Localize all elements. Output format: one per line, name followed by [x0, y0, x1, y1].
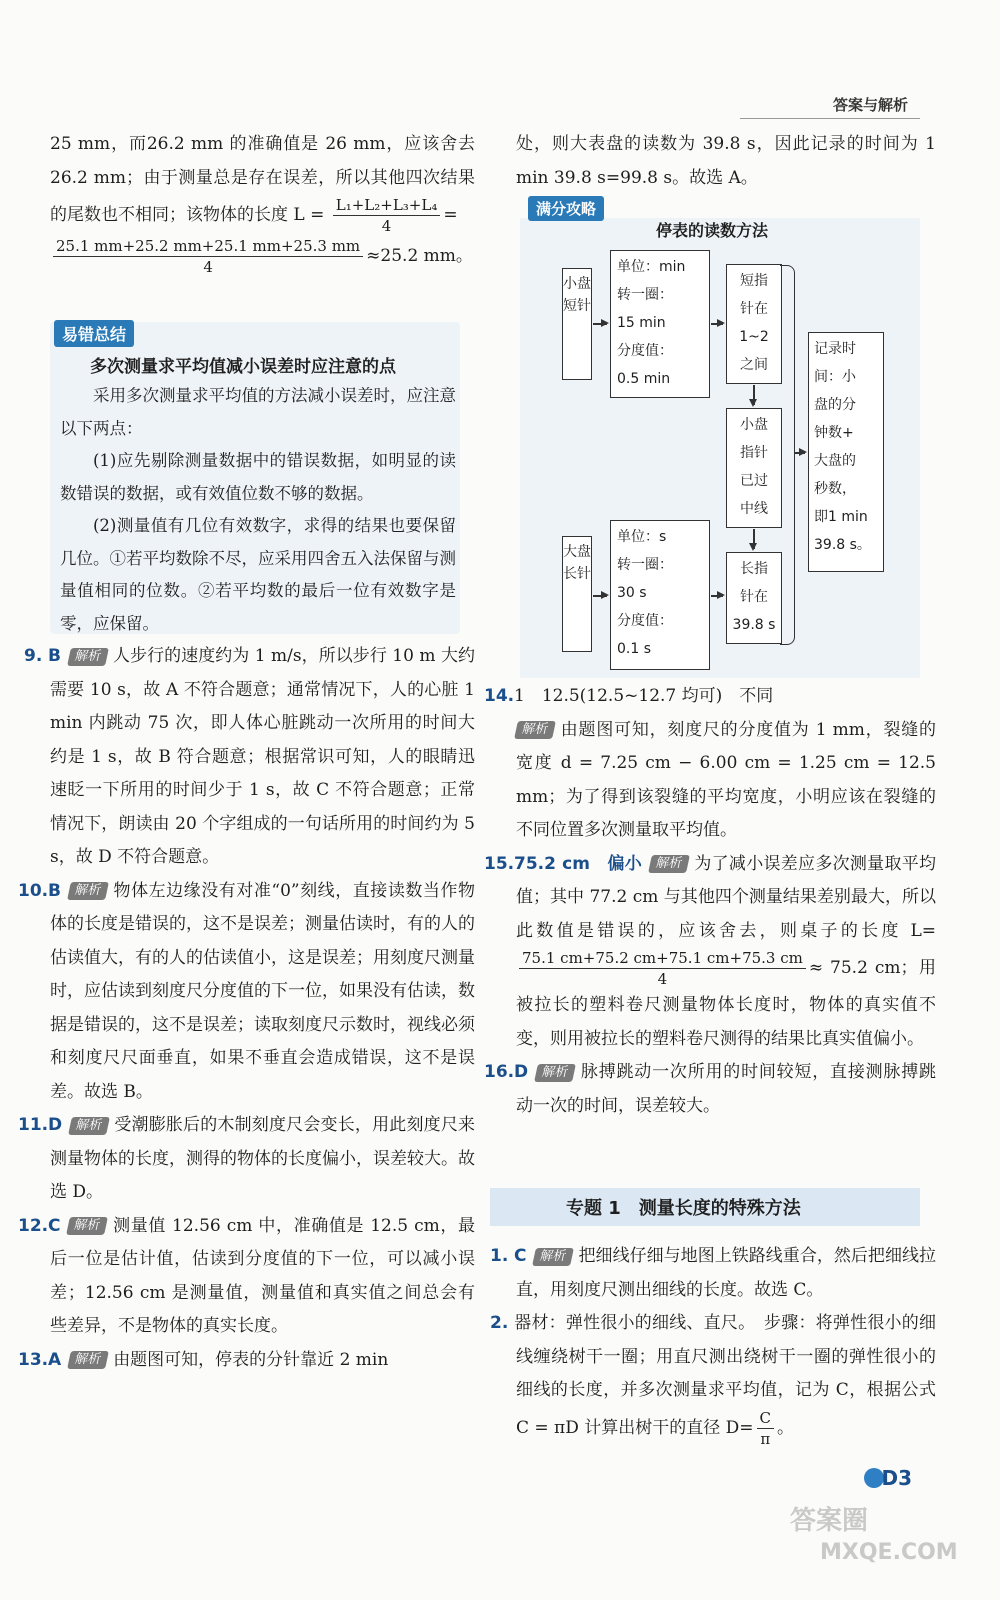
intro-text: 25 mm，而26.2 mm 的准确值是 26 mm，应该舍去26.2 mm；由于测量总是存在误差，所以其他四次结果的尾数也不相同；该物体的长度 L = $\frac{\text{L₁+L₂+L₃+L₄}}{4}$ =	[50, 134, 475, 235]
q12: 12.C 解析 测量值 12.56 cm 中，准确值是 12.5 cm，最后一位是估计值，估读到分度值的下一位，可以减小误差；12.56 cm 是测量值，测量值和真实值之间总会有些差异，不是物体的真实长度。	[18, 1215, 475, 1336]
big-dial-info: 单位：s 转一圈： 30 s 分度值： 0.1 s	[610, 520, 710, 670]
right-column-cont: 处，则大表盘的读数为 39.8 s，因此记录的时间为 1 min 39.8 s=99.8 s。故选 A。	[516, 134, 936, 188]
q14: 14.1 12.5(12.5~12.7 均可) 不同 解析 由题图可知，刻度尺的分度值为 1 mm，裂缝的宽度 d = 7.25 cm − 6.00 cm = 1.25 cm = 12.5 mm；为了得到该裂缝的平均宽度，小明应该在裂缝的不同位置多次测量取平均值。	[484, 686, 936, 840]
header-title: 答案与解析	[832, 96, 908, 114]
t1: 1. C 解析 把细线仔细与地图上铁路线重合，然后把细线拉直，用刻度尺测出细线的长度。故选 C。	[490, 1246, 936, 1300]
arrow-info-to-short	[711, 323, 723, 325]
error-summary-tag: 易错总结	[54, 320, 134, 347]
arrow-passed-to-long	[753, 529, 755, 549]
watermark-logo: 答案圈	[790, 1506, 869, 1536]
header-divider	[740, 118, 920, 119]
small-dial-box: 小盘短针	[562, 268, 592, 380]
big-dial-box: 大盘长针	[562, 536, 592, 652]
q11: 11.D 解析 受潮膨胀后的木制刻度尺会变长，用此刻度尺来测量物体的长度，测得的物体的长度偏小，误差较大。故选 D。	[18, 1115, 475, 1202]
arrow-small-to-info	[593, 323, 607, 325]
left-column-answers	[18, 640, 475, 1377]
page-number: D3	[881, 1466, 912, 1490]
intro-formula: $\frac{25.1 mm+25.2 mm+25.1 mm+25.3 mm}{4}$ ≈25.2 mm。	[50, 236, 475, 277]
q15: 15.75.2 cm 偏小 解析 为了减小误差应多次测量取平均值；其中 77.2 cm 与其他四个测量结果差别最大，所以此数值是错误的，应该舍去，则桌子的长度 L= $\frac{75.1 cm+75.2 cm+75.1 cm+75.3 cm}{4}$ ≈ 75.2 cm；用被拉长的塑料卷尺测量物体长度时，物体的真实值不变，则用被拉长的塑料卷尺测得的结果比真实值偏小。	[484, 853, 937, 1049]
q16: 16.D 解析 脉搏跳动一次所用的时间较短，直接测脉搏跳动一次的时间，误差较大。	[484, 1062, 936, 1116]
q13: 13.A 解析 由题图可知，停表的分针靠近 2 min	[18, 1349, 389, 1370]
right-column-answers	[484, 680, 937, 1123]
long-hand-position: 长指 针在 39.8 s	[726, 552, 782, 644]
flow-brace	[780, 265, 795, 645]
arrow-info-to-long	[711, 595, 723, 597]
error-summary-title: 多次测量求平均值减小误差时应注意的点	[90, 357, 396, 377]
topic-answers	[490, 1240, 936, 1449]
small-dial-info: 单位：min 转一圈： 15 min 分度值： 0.5 min	[610, 250, 710, 398]
q9: 9. B 解析 人步行的速度约为 1 m/s，所以步行 10 m 大约需要 10 s，故 A 不符合题意；通常情况下，人的心脏 1 min 内跳动 75 次，即人体心脏跳动一次所用的时间大约是 1 s，故 B 符合题意；根据常识可知，人的眼睛迅速眨一下所用的时间少于 1 s，故 C 不符合题意；正常情况下，朗读由 20 个字组成的一句话所用的时间约为 5 s，故 D 不符合题意。	[24, 646, 475, 867]
topic-title: 专题 1 测量长度的特殊方法	[566, 1198, 801, 1219]
intro-fraction: $\frac{\text{L₁+L₂+L₃+L₄}}{4}$	[333, 195, 441, 236]
intro-fraction-2: $\frac{25.1 mm+25.2 mm+25.1 mm+25.3 mm}{4}$	[53, 236, 363, 277]
small-hand-passed-midline: 小盘 指针 已过 中线	[726, 408, 782, 528]
left-column-intro	[50, 128, 475, 277]
record-time-box: 记录时 间：小 盘的分 钟数+ 大盘的 秒数， 即1 min 39.8 s。	[808, 332, 884, 572]
short-hand-position: 短指 针在 1~2 之间	[726, 264, 782, 384]
q15-fraction: $\frac{75.1 cm+75.2 cm+75.1 cm+75.3 cm}{4}$	[519, 948, 806, 989]
arrow-brace-to-record	[795, 452, 805, 454]
error-summary-text: 采用多次测量求平均值的方法减小误差时，应注意以下两点： (1)应先剔除测量数据中的错误数据，如明显的读数错误的数据，或有效值位数不够的数据。 (2)测量值有几位有效数字，求得的结果也要保留几位。①若平均数除不尽，应采用四舍五入法保留与测量值相同的位数。②若平均数的最后一位有效数字是零，应保留。	[60, 386, 456, 633]
full-score-tag: 满分攻略	[528, 196, 604, 221]
t2: 2. 器材：弹性很小的细线、直尺。 步骤：将弹性很小的细线缠绕树干一圈；用直尺测出绕树干一圈的弹性很小的细线的长度，并多次测量求平均值，记为 C，根据公式 C = πD 计算出树干的直径 D= $\frac{C}{\pi}$ 。	[490, 1313, 936, 1448]
t2-fraction: $\frac{C}{\pi}$	[757, 1408, 774, 1449]
arrow-short-to-passed	[753, 385, 755, 405]
q10: 10.B 解析 物体左边缘没有对准“0”刻线，直接读数当作物体的长度是错误的，这不是误差；测量估读时，有的人的估读值大，有的人的估读值小，这是误差；用刻度尺测量时，应估读到刻度尺分度值的下一位，如果没有估读，数据是错误的，这不是误差；读取刻度尺示数时，视线必须和刻度尺尺面垂直，如果不垂直会造成错误，这不是误差。故选 B。	[18, 880, 475, 1102]
watermark-url: MXQE.COM	[820, 1540, 958, 1565]
arrow-big-to-info	[593, 595, 607, 597]
full-score-title: 停表的读数方法	[656, 221, 769, 240]
